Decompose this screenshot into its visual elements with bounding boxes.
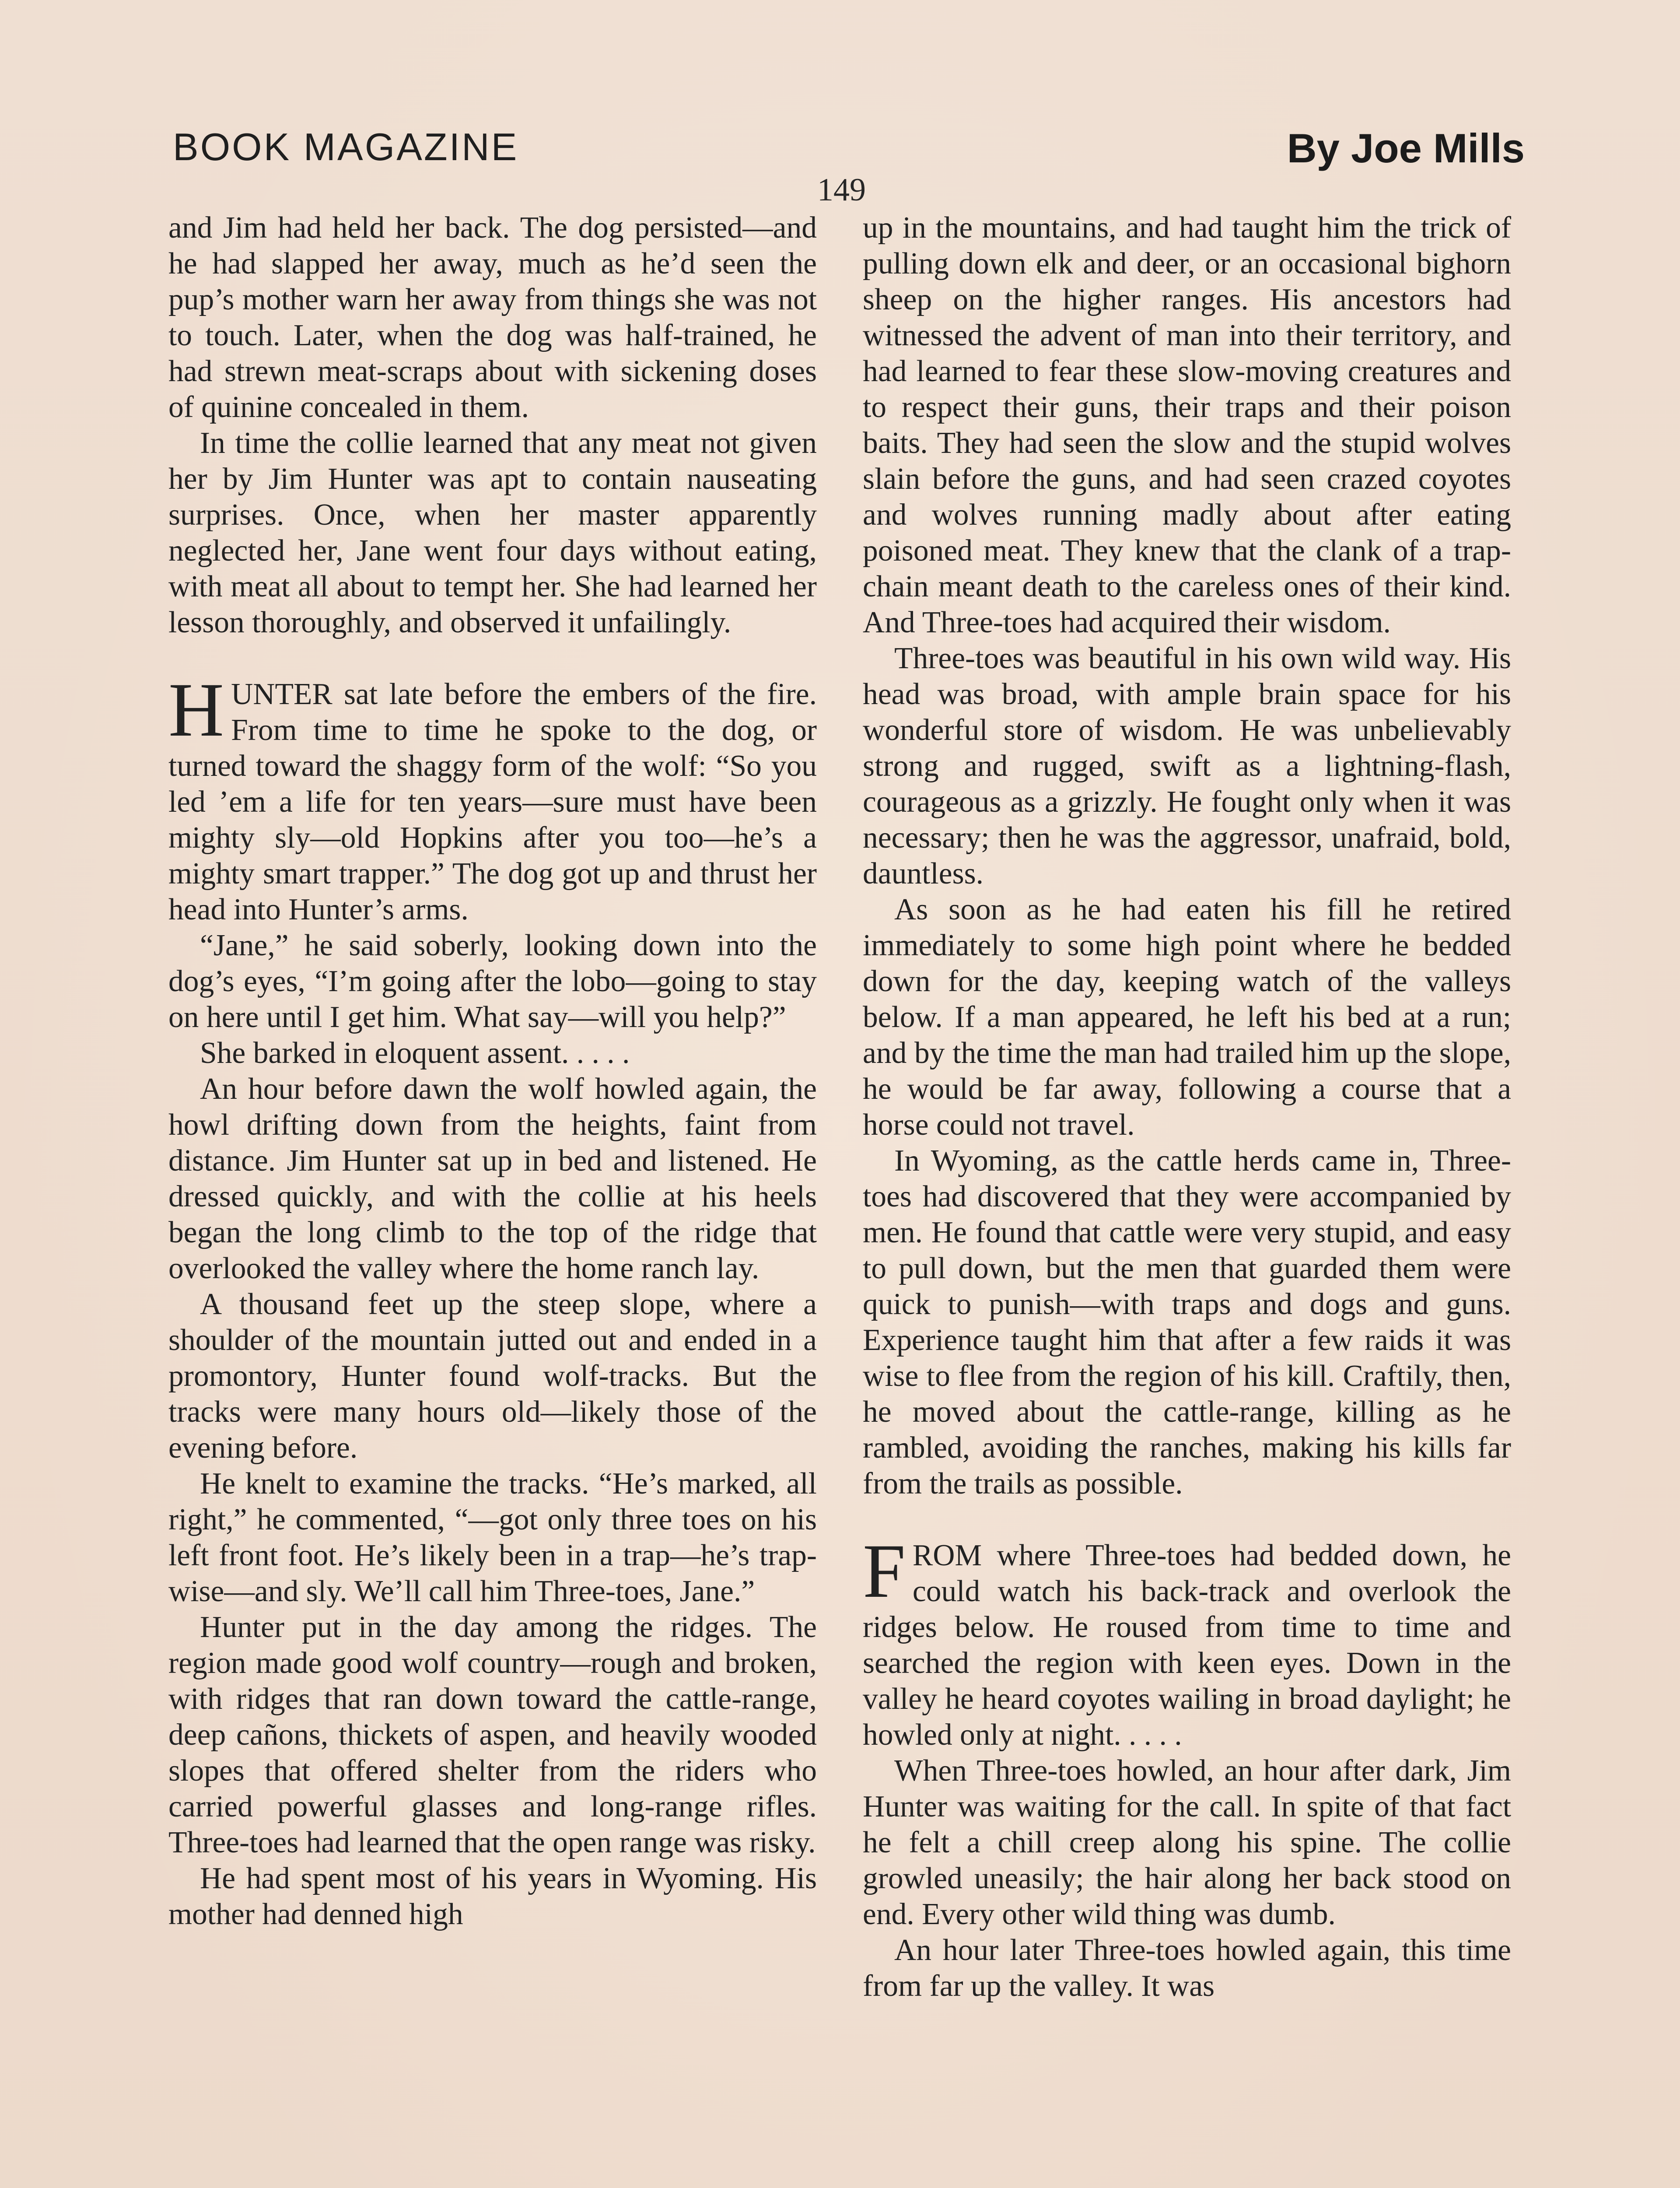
paragraph: A thousand feet up the steep slope, where a shoulder of the mountain jutted out and ended in a promontory, Hunter found wolf-tracks. But the tracks were many hours old—likely those of the evening before. [168, 1287, 817, 1465]
section-break [168, 641, 817, 677]
paragraph: up in the mountains, and had taught him the trick of pulling down elk and deer, or an occasional bighorn sheep on the higher ranges. His ancestors had witnessed the advent of man into their territory, and had learned to fear these slow-moving creatures and to respect their guns, their traps and their poison baits. They had seen the slow and the stupid wolves slain before the guns, and had seen crazed coyotes and wolves running madly about after eating poisoned meat. They knew that the clank of a trap-chain meant death to the careless ones of their kind. And Three-toes had acquired their wisdom. [863, 211, 1511, 639]
paragraph: An hour later Three-toes howled again, this time from far up the valley. It was [863, 1933, 1511, 2003]
paragraph: Three-toes was beautiful in his own wild way. His head was broad, with ample brain space for his wonderful store of wisdom. He was unbelievably strong and rugged, swift as a lightning-flash, courageous as a grizzly. He fought only when it was necessary; then he was the aggressor, unafraid, bold, dauntless. [863, 642, 1511, 891]
paragraph: An hour before dawn the wolf howled again, the howl drifting down from the heights, faint from distance. Jim Hunter sat up in bed and listened. He dressed quickly, and with the collie at his heels began the long climb to the top of the ridge that overlooked the valley where the home ranch lay. [168, 1072, 817, 1285]
paragraph: and Jim had held her back. The dog persisted—and he had slapped her away, much as he’d seen the pup’s mother warn her away from things she was not to touch. Later, when the dog was half-trained, he had strewn meat-scraps about with sickening doses of quinine concealed in them. [168, 211, 817, 424]
section-paragraph [863, 1529, 1511, 1753]
section-paragraph [168, 667, 817, 928]
drop-cap: F [863, 1529, 906, 1614]
paragraph: In Wyoming, as the cattle herds came in, Three-toes had discovered that they were accompanied by men. He found that cattle were very stupid, and easy to pull down, but the men that guarded them were quick to punish—with traps and dogs and guns. Experience taught him that after a few raids it was wise to flee from the region of his kill. Craftily, then, he moved about the cattle-range, killing as he rambled, avoiding the ranches, making his kills far from the trails as possible. [863, 1144, 1511, 1501]
left-column [168, 210, 817, 1932]
author-byline: By Joe Mills [1287, 125, 1525, 171]
paragraph: Hunter put in the day among the ridges. The region made good wolf country—rough and broken, with ridges that ran down toward the cattle-range, deep cañons, thickets of aspen, and heavily wooded slopes that offered shelter from the riders who carried powerful glasses and long-range rifles. Three-toes had learned that the open range was risky. [168, 1610, 817, 1859]
paragraph: “Jane,” he said soberly, looking down into the dog’s eyes, “I’m going after the lobo—going to stay on here until I get him. What say—will you help?” [168, 929, 817, 1034]
drop-cap: H [168, 667, 224, 753]
page-number: 149 [817, 172, 866, 208]
paragraph: She barked in eloquent assent. . . . . [200, 1036, 630, 1070]
paragraph: In time the collie learned that any meat not given her by Jim Hunter was apt to contain nauseating surprises. Once, when her master apparently neglected her, Jane went four days without eating, with meat all about to tempt her. She had learned her lesson thoroughly, and observed it unfailingly. [168, 426, 817, 639]
right-column [863, 210, 1511, 2004]
paragraph: As soon as he had eaten his fill he retired immediately to some high point where he bedded down for the day, keeping watch of the valleys below. If a man appeared, he left his bed at a run; and by the time the man had trailed him up the slope, he would be far away, following a course that a horse could not travel. [863, 893, 1511, 1142]
paragraph: He knelt to examine the tracks. “He’s marked, all right,” he commented, “—got only three toes on his left front foot. He’s likely been in a trap—he’s trap-wise—and sly. We’ll call him Three-toes, Jane.” [168, 1467, 817, 1608]
paragraph: He had spent most of his years in Wyoming. His mother had denned high [168, 1862, 817, 1931]
section-break [863, 1502, 1511, 1538]
paragraph: When Three-toes howled, an hour after dark, Jim Hunter was waiting for the call. In spite of that fact he felt a chill creep along his spine. The collie growled uneasily; the hair along her back stood on end. Every other wild thing was dumb. [863, 1754, 1511, 1931]
paragraph-text: UNTER sat late before the embers of the fire. From time to time he spoke to the dog, or turned toward the shaggy form of the wolf: “So you led ’em a life for ten years—sure must have been mighty sly—old Hopkins after you too—he’s a mighty smart trapper.” The dog got up and thrust her head into Hunter’s arms. [168, 677, 817, 926]
magazine-title: BOOK MAGAZINE [173, 125, 519, 168]
paragraph-text: ROM where Three-toes had bedded down, he could watch his back-track and overlook the ridges below. He roused from time to time and searched the region with keen eyes. Down in the valley he heard coyotes wailing in broad daylight; he howled only at night. . . . . [863, 1539, 1511, 1752]
